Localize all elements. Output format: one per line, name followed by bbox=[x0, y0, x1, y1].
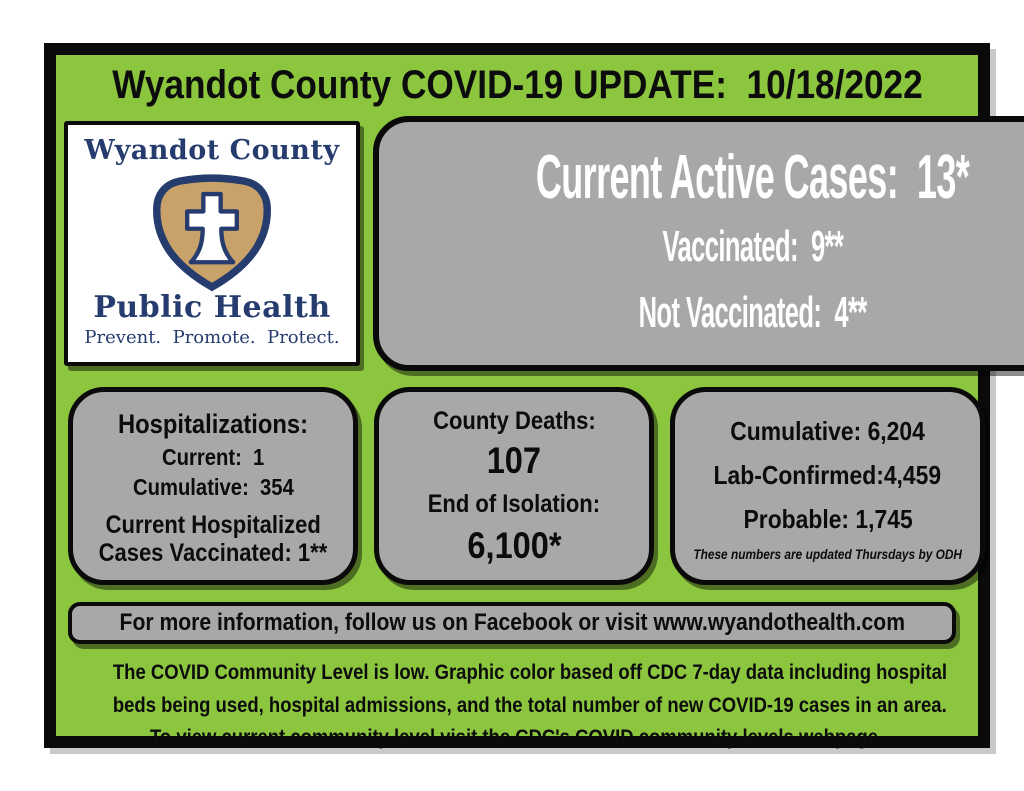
more-info-text: For more information, follow us on Facebook or visit www.wyandothealth.com bbox=[119, 609, 905, 636]
statistics-row bbox=[68, 387, 963, 585]
county-deaths-heading: County Deaths: bbox=[432, 407, 596, 435]
hospitalized-vaccinated-line1: Current Hospitalized bbox=[105, 510, 321, 539]
case-counts-panel bbox=[670, 387, 985, 585]
hospitalized-vaccinated-line2: Cases Vaccinated: 1** bbox=[98, 538, 328, 567]
lab-confirmed-cases: Lab-Confirmed:4,459 bbox=[713, 459, 942, 490]
end-of-isolation-heading: End of Isolation: bbox=[427, 490, 601, 518]
logo-org-name: Wyandot County bbox=[84, 135, 340, 166]
cumulative-cases: Cumulative: 6,204 bbox=[730, 415, 925, 446]
covid-update-flyer bbox=[44, 43, 990, 748]
deaths-panel bbox=[374, 387, 654, 585]
active-cases-not-vaccinated: Not Vaccinated: 4** bbox=[638, 287, 867, 337]
active-cases-vaccinated: Vaccinated: 9** bbox=[662, 221, 843, 271]
end-of-isolation-value: 6,100* bbox=[466, 525, 562, 566]
page-title-text: Wyandot County COVID-19 UPDATE: 10/18/2022 bbox=[111, 63, 923, 107]
hospitalizations-panel bbox=[68, 387, 358, 585]
active-cases-panel bbox=[373, 116, 1024, 371]
hospitalizations-cumulative: Cumulative: 354 bbox=[132, 473, 294, 500]
logo-dept-name: Public Health bbox=[93, 290, 331, 325]
public-health-logo bbox=[64, 121, 360, 366]
logo-tagline: Prevent. Promote. Protect. bbox=[84, 327, 340, 348]
more-info-bar bbox=[68, 602, 956, 644]
probable-cases: Probable: 1,745 bbox=[743, 503, 913, 534]
community-level-line2: beds being used, hospital admissions, and the total number of new COVID-19 cases in an area. bbox=[112, 693, 947, 717]
county-deaths-value: 107 bbox=[486, 440, 542, 481]
community-level-note bbox=[56, 657, 978, 755]
hospitalizations-current: Current: 1 bbox=[161, 443, 265, 470]
top-row bbox=[64, 116, 970, 371]
community-level-line1: The COVID Community Level is low. Graphic color based off CDC 7-day data including hospital bbox=[112, 661, 947, 684]
odh-footnote: These numbers are updated Thursdays by ODH bbox=[693, 546, 963, 562]
community-level-line3: To view current community level visit the CDC's COVID community levels webpage. bbox=[150, 726, 884, 749]
shield-cross-icon bbox=[146, 168, 278, 292]
hospitalizations-heading: Hospitalizations: bbox=[117, 408, 309, 439]
page-title bbox=[56, 60, 978, 110]
active-cases-headline: Current Active Cases: 13* bbox=[535, 142, 970, 212]
